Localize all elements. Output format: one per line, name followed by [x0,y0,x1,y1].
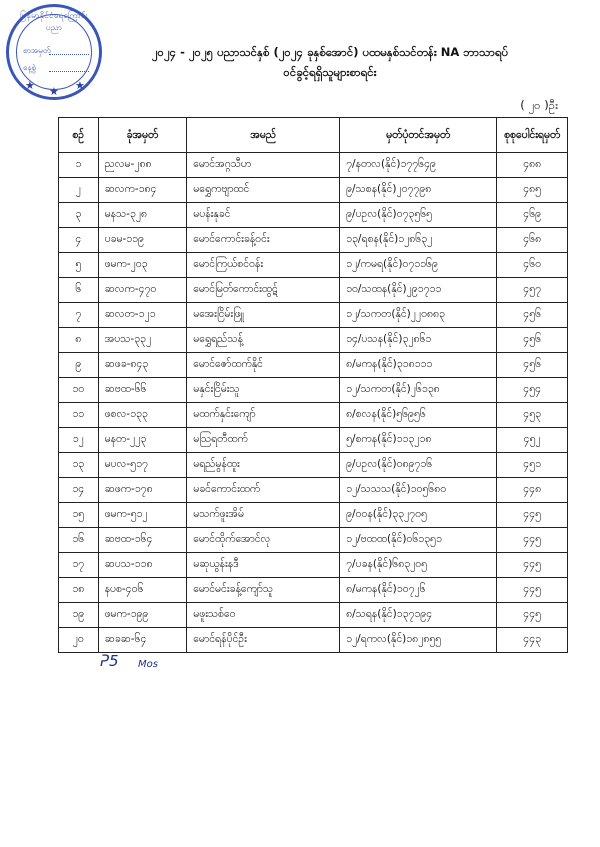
table-header-row [59,118,568,153]
table-row [59,478,568,503]
cell-name: မပန်းနုခင် [187,203,340,228]
star-icon: ★ [25,79,35,92]
cell-roll-no: ဖစလ-၁၃၃ [98,403,187,428]
cell-roll-no: ဆခဆ-၆၄ [98,628,187,653]
admission-table [58,117,568,653]
table-row [59,528,568,553]
cell-name: မခင်ကောင်းထက် [187,478,340,503]
cell-roll-no: မပလ-၅၁၇ [98,453,187,478]
cell-roll-no: နပစ-၄၀၆ [98,578,187,603]
header-roll-no: ခုံအမှတ် [98,118,187,153]
cell-total-marks: ၄၅၇ [497,278,568,303]
cell-nrc: ၁၄/ပသန(နိုင်)၃၂၈၆၁ [340,328,497,353]
cell-total-marks: ၄၅၁ [497,453,568,478]
cell-nrc: ၁၂/ရကလ(နိုင်)၁၈၂၈၅၅ [340,628,497,653]
table-row [59,603,568,628]
cell-serial: ၁၂ [59,428,99,453]
header-total-marks: စုစုပေါင်းရမှတ် [497,118,568,153]
cell-total-marks: ၄၈၈ [497,153,568,178]
cell-nrc: ၁၂/သသသ(နိုင်)၁၀၅၆၈၀ [340,478,497,503]
table-row [59,553,568,578]
cell-total-marks: ၄၅၆ [497,353,568,378]
cell-nrc: ၇/ပခန(နိုင်)၆၈၃၂၀၅ [340,553,497,578]
cell-name: မထက်နှင်းကျော် [187,403,340,428]
stamp-label-number: စာအမှတ် [23,46,51,55]
cell-roll-no: မနသ-၃၂၈ [98,203,187,228]
cell-total-marks: ၄၅၄ [497,378,568,403]
cell-serial: ၁၇ [59,553,99,578]
cell-nrc: ၁၂/သကတ(နိုင်)၂၆၁၃၈ [340,378,497,403]
cell-name: မောင်ထိုက်အောင်လု [187,528,340,553]
cell-nrc: ၈/သရန(နိုင်)၁၃၇၁၉၄ [340,603,497,628]
cell-name: မောင်အဂ္ဂသီဟ [187,153,340,178]
cell-total-marks: ၄၆၉ [497,203,568,228]
cell-serial: ၁ [59,153,99,178]
cell-nrc: ၈/စလန(နိုင်)၅၆၉၅၆ [340,403,497,428]
cell-total-marks: ၄၅၆ [497,328,568,353]
cell-serial: ၁၁ [59,403,99,428]
cell-name: မောင်ဇော်ထက်နိုင် [187,353,340,378]
cell-nrc: ၇/နတလ(နိုင်)၁၇၇၆၄၉ [340,153,497,178]
header-name: အမည် [187,118,340,153]
cell-nrc: ၉/ဝဝန(နိုင်)၃၃၂၇၀၅ [340,503,497,528]
cell-serial: ၉ [59,353,99,378]
office-stamp [6,4,102,100]
table-body [59,153,568,653]
cell-roll-no: ဆလက-၄၇၀ [98,278,187,303]
table-row [59,178,568,203]
cell-total-marks: ၄၄၅ [497,603,568,628]
cell-total-marks: ၄၈၅ [497,178,568,203]
title-line-2: ဝင်ခွင့်ရရှိသူများစာရင်း [283,65,377,79]
table-row [59,328,568,353]
cell-serial: ၆ [59,278,99,303]
table-row [59,378,568,403]
cell-name: မအေးငြိမ်းဖြူ [187,303,340,328]
table-row [59,228,568,253]
cell-serial: ၄ [59,228,99,253]
cell-nrc: ၁၂/ကမရ(နိုင်)၀၇၁၁၆၉ [340,253,497,278]
cell-total-marks: ၄၄၅ [497,578,568,603]
cell-nrc: ၁၀/သထန(နိုင်)၂၉၁၇၁၁ [340,278,497,303]
cell-roll-no: ဖမက-၅၁၂ [98,503,187,528]
cell-name: မဖူးသစ်ဝေ [187,603,340,628]
signature-initials: Mos [138,659,158,670]
stamp-dots-1 [49,54,89,55]
table-row [59,503,568,528]
total-count: ( ၂၀ )ဦး [520,98,558,112]
cell-roll-no: ဆဗထ-၆၆ [98,378,187,403]
cell-name: မောင်မြတ်ကောင်းထွဋ် [187,278,340,303]
table-row [59,403,568,428]
cell-name: မောင်ကြယ်စင်ဝန်း [187,253,340,278]
cell-serial: ၈ [59,328,99,353]
title-line-1: ၂၀၂၄ - ၂၀၂၅ ပညာသင်နှစ် (၂၀၂၄ ခုနှစ်အောင်) ပထမနှစ်သင်တန်း NA ဘာသာရပ် [151,45,509,59]
cell-nrc: ၉/ပဥလ(နိုင်)၀၇၃၅၆၅ [340,203,497,228]
cell-roll-no: ဖမက-၂၀၃ [98,253,187,278]
cell-nrc: ၁၂/ဗထထ(နိုင်)၀၆၁၃၅၁ [340,528,497,553]
cell-name: မနှင်းငြိမ်းသူ [187,378,340,403]
cell-roll-no: အပသ-၃၃၂ [98,328,187,353]
cell-nrc: ၅/စကန(နိုင်)၁၁၃၂၁၈ [340,428,497,453]
cell-total-marks: ၄၄၅ [497,553,568,578]
cell-name: မသက်ဖူးအိမ် [187,503,340,528]
cell-roll-no: ညလမ-၂၈၈ [98,153,187,178]
cell-serial: ၁၆ [59,528,99,553]
table-row [59,253,568,278]
cell-roll-no: ဆပသ-၁၁၈ [98,553,187,578]
cell-roll-no: ဆဖက-၁၇၈ [98,478,187,503]
cell-nrc: ၉/သစန(နိုင်)၂၀၇၇၉၈ [340,178,497,203]
cell-total-marks: ၄၆၈ [497,228,568,253]
cell-serial: ၁၀ [59,378,99,403]
cell-serial: ၁၃ [59,453,99,478]
cell-roll-no: ဆဖခ-၈၄၃ [98,353,187,378]
table-row [59,428,568,453]
cell-serial: ၇ [59,303,99,328]
stamp-dots-2 [49,71,89,72]
cell-roll-no: ဆဗထ-၁၆၄ [98,528,187,553]
cell-serial: ၁၄ [59,478,99,503]
cell-total-marks: ၄၅၃ [497,403,568,428]
table-row [59,353,568,378]
cell-serial: ၁၉ [59,603,99,628]
document-title [100,42,560,82]
cell-total-marks: ၄၅၂ [497,428,568,453]
star-icon: ★ [49,85,59,98]
cell-name: မသြရတီထက် [187,428,340,453]
cell-nrc: ၁၃/ရစန(နိုင်)၁၂၈၆၃၂ [340,228,497,253]
cell-name: မဆုယွန်းနဒီ [187,553,340,578]
cell-serial: ၁၅ [59,503,99,528]
table-row [59,203,568,228]
cell-serial: ၂ [59,178,99,203]
cell-name: မရွှေကဗျာထင် [187,178,340,203]
table-row [59,153,568,178]
cell-roll-no: ဖမက-၁၉၉ [98,603,187,628]
cell-nrc: ၈/မကန(နိုင်)၃၁၈၁၁၁ [340,353,497,378]
cell-nrc: ၈/မကန(နိုင်)၁၀၇၂၆ [340,578,497,603]
cell-serial: ၅ [59,253,99,278]
cell-name: မရွှေရည်သန့် [187,328,340,353]
signature-mark: ᕈ5 [100,652,119,670]
cell-total-marks: ၄၄၅ [497,528,568,553]
cell-roll-no: မနတ-၂၂၃ [98,428,187,453]
cell-serial: ၂၀ [59,628,99,653]
star-icon: ★ [75,79,85,92]
header-nrc: မှတ်ပုံတင်အမှတ် [340,118,497,153]
cell-name: မောင်ရန်ပိုင်ဦး [187,628,340,653]
table-row [59,278,568,303]
table-row [59,453,568,478]
cell-roll-no: ဆလက-၁၈၄ [98,178,187,203]
stamp-circular-text: မြန်မာနိုင်ငံရေကြောင်းပညာ [20,11,88,32]
header-serial: စဉ် [59,118,99,153]
cell-total-marks: ၄၅၆ [497,303,568,328]
table-row [59,628,568,653]
cell-total-marks: ၄၆၀ [497,253,568,278]
cell-serial: ၃ [59,203,99,228]
cell-total-marks: ၄၄၈ [497,478,568,503]
cell-total-marks: ၄၄၅ [497,503,568,528]
cell-serial: ၁၈ [59,578,99,603]
cell-nrc: ၁၂/သကတ(နိုင်)၂၂၀၈၈၃ [340,303,497,328]
cell-nrc: ၉/ပဥလ(နိုင်)၀၈၉၇၁၆ [340,453,497,478]
table-row [59,303,568,328]
cell-roll-no: ဆလတ-၁၂၁ [98,303,187,328]
table-row [59,578,568,603]
cell-name: မရည်မွန်ထူး [187,453,340,478]
cell-total-marks: ၄၄၃ [497,628,568,653]
cell-name: မောင်ကောင်းခန့်ဝင်း [187,228,340,253]
stamp-label-date: နေ့စွဲ [23,63,36,72]
cell-roll-no: ပခမ-၁၁၉ [98,228,187,253]
cell-name: မောင်မင်းခန့်ကျော်သူ [187,578,340,603]
